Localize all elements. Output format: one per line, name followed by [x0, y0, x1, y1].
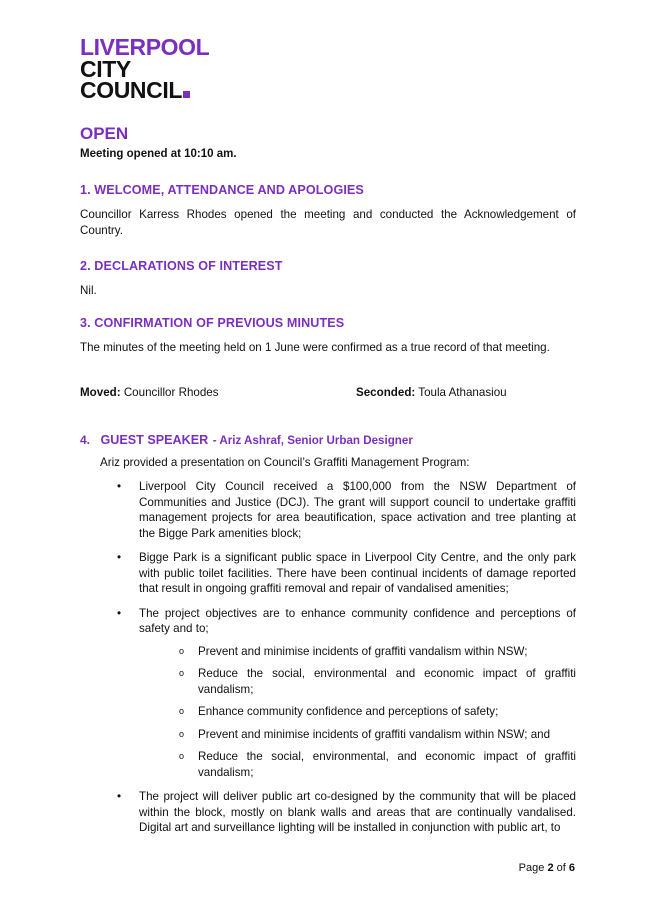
section-4-subtitle: - Ariz Ashraf, Senior Urban Designer: [212, 434, 413, 447]
bullet-text: The project will deliver public art co-designed by the community that will be placed within the block, mostly on blank walls and areas that are continually vandalised. Digital art and surveillance lighting will be installed in conjunction with public art, to: [139, 790, 576, 834]
sub-bullet-icon: o: [179, 728, 185, 739]
seconded-value: Toula Athanasiou: [418, 386, 507, 399]
bullet-icon: •: [117, 790, 122, 803]
moved-value: Councillor Rhodes: [123, 386, 219, 399]
page-number: [519, 862, 575, 874]
sub-bullet-text: Prevent and minimise incidents of graffiti vandalism within NSW;: [198, 644, 528, 658]
sub-bullet-icon: o: [179, 706, 185, 716]
logo-line-1: LIVERPOOL: [80, 34, 210, 60]
moved-line: [80, 385, 219, 401]
bullet-icon: •: [117, 551, 122, 564]
list-item: [80, 550, 576, 597]
logo-line-3-text: COUNCIL: [80, 77, 182, 103]
list-item: [80, 789, 576, 836]
section-2-body: Nil.: [80, 284, 97, 297]
sub-bullet-icon: o: [179, 751, 185, 761]
meeting-opened-text: Meeting opened at 10:10 am.: [80, 148, 237, 160]
bullet-icon: •: [117, 480, 122, 493]
sub-bullet-text: Enhance community confidence and perceptions of safety;: [198, 705, 499, 718]
section-4-number: 4.: [80, 433, 91, 447]
list-item: [80, 606, 576, 781]
page-total: 6: [568, 862, 575, 874]
section-4-intro: Ariz provided a presentation on Council’s Graffiti Management Program:: [100, 456, 470, 469]
section-2-heading: 2. DECLARATIONS OF INTEREST: [80, 259, 283, 273]
section-4-heading: [80, 431, 413, 449]
bullet-text: Liverpool City Council received a $100,000 from the NSW Department of Communities and Justice (DCJ). The grant will support council to undertake graffiti management projects for area beautification, space activation and tree planting at the Bigge Park amenities block;: [139, 480, 576, 540]
section-1-body: Councillor Karress Rhodes opened the meeting and conducted the Acknowledgement of Country.: [80, 208, 576, 237]
moved-label: Moved:: [80, 386, 121, 399]
list-item: [139, 727, 576, 743]
bullet-icon: •: [117, 606, 122, 620]
objectives-sublist: [139, 644, 576, 781]
seconded-label: Seconded:: [356, 386, 416, 399]
page-current: 2: [547, 862, 554, 874]
section-1-heading: 1. WELCOME, ATTENDANCE AND APOLOGIES: [80, 183, 364, 197]
logo-line-2: CITY: [80, 55, 131, 82]
bullet-text: The project objectives are to enhance community confidence and perceptions of safety and to;: [139, 606, 576, 635]
seconded-line: [356, 385, 507, 401]
sub-bullet-icon: o: [179, 668, 185, 678]
page-label: Page: [518, 862, 545, 874]
sub-bullet-text: Reduce the social, environmental and economic impact of graffiti vandalism;: [198, 667, 576, 696]
section-4-title: GUEST SPEAKER: [100, 433, 209, 447]
page-of: of: [556, 862, 566, 874]
logo-line-3: [80, 77, 209, 103]
open-heading: OPEN: [80, 124, 129, 143]
section-3-body: The minutes of the meeting held on 1 June were confirmed as a true record of that meeting.: [80, 341, 550, 354]
sub-bullet-icon: o: [179, 645, 185, 656]
sub-bullet-text: Reduce the social, environmental, and economic impact of graffiti vandalism;: [198, 750, 576, 779]
sub-bullet-text: Prevent and minimise incidents of graffiti vandalism within NSW; and: [198, 727, 551, 741]
list-item: [139, 749, 576, 780]
list-item: [139, 704, 576, 720]
guest-speaker-bullets: [80, 479, 576, 845]
council-logo: [80, 34, 210, 103]
bullet-text: Bigge Park is a significant public space in Liverpool City Centre, and the only park with public toilet facilities. There have been continual incidents of damage reported that result in ongoing graffiti removal and repair of vandalised amenities;: [139, 551, 576, 595]
section-3-heading: 3. CONFIRMATION OF PREVIOUS MINUTES: [80, 316, 345, 330]
logo-square-icon: [183, 91, 190, 98]
list-item: [80, 479, 576, 541]
list-item: [139, 644, 576, 660]
list-item: [139, 666, 576, 697]
